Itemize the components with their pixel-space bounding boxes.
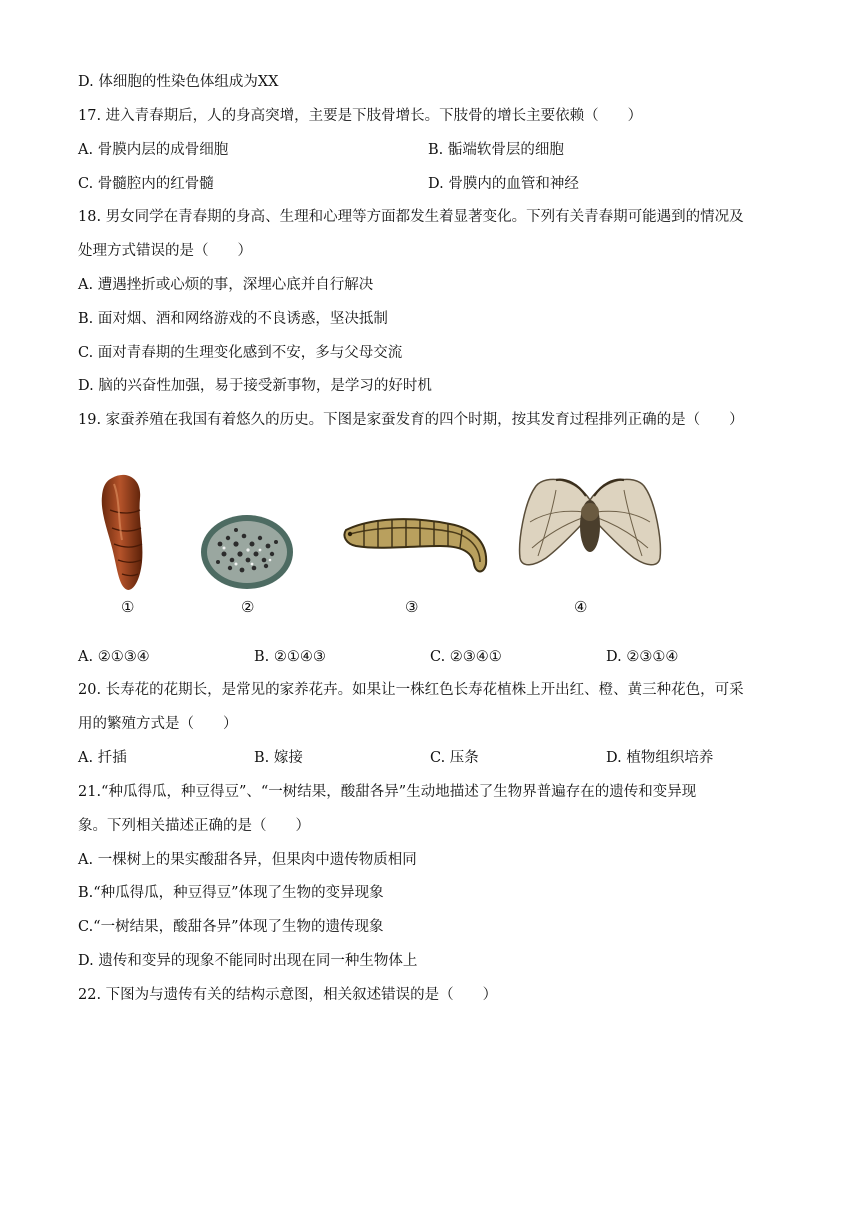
q17-option-a: A. 骨膜内层的成骨细胞 — [78, 142, 229, 158]
q17-option-b: B. 骺端软骨层的细胞 — [428, 142, 564, 158]
q18-stem-line1: 18. 男女同学在青春期的身高、生理和心理等方面都发生着显著变化。下列有关青春期可能遇到的情况及 — [78, 209, 744, 225]
q17-option-d: D. 骨膜内的血管和神经 — [428, 176, 579, 192]
q21-option-d: D. 遗传和变异的现象不能同时出现在同一种生物体上 — [78, 953, 418, 969]
q16-option-d: D. 体细胞的性染色体组成为XX — [78, 74, 279, 90]
figure-label-3: ③ — [405, 598, 419, 616]
q20-option-a: A. 扦插 — [78, 750, 127, 766]
q20-option-c: C. 压条 — [430, 750, 479, 766]
silkworm-pupa-image — [92, 470, 158, 594]
q21-option-a: A. 一棵树上的果实酸甜各异，但果肉中遗传物质相同 — [78, 852, 417, 868]
q17-option-c: C. 骨髓腔内的红骨髓 — [78, 176, 214, 192]
q19-option-a: A. ②①③④ — [78, 649, 150, 665]
silkworm-larva-image — [340, 508, 492, 580]
figure-label-2: ② — [241, 598, 255, 616]
q19-stem: 19. 家蚕养殖在我国有着悠久的历史。下图是家蚕发育的四个时期，按其发育过程排列正确的是（ ） — [78, 412, 744, 428]
figure-label-1: ① — [121, 598, 135, 616]
q19-option-c: C. ②③④① — [430, 649, 502, 665]
q19-option-b: B. ②①④③ — [254, 649, 326, 665]
q20-stem-line1: 20. 长寿花的花期长，是常见的家养花卉。如果让一株红色长寿花植株上开出红、橙、黄三种花色，可采 — [78, 682, 744, 698]
figure-label-4: ④ — [574, 598, 588, 616]
q22-stem: 22. 下图为与遗传有关的结构示意图，相关叙述错误的是（ ） — [78, 987, 498, 1003]
silkworm-moth-image — [516, 472, 664, 584]
q18-stem-line2: 处理方式错误的是（ ） — [78, 243, 252, 259]
q18-option-c: C. 面对青春期的生理变化感到不安，多与父母交流 — [78, 345, 403, 361]
q17-stem: 17. 进入青春期后，人的身高突增，主要是下肢骨增长。下肢骨的增长主要依赖（ ） — [78, 108, 643, 124]
q21-option-b: B.“种瓜得瓜，种豆得豆”体现了生物的变异现象 — [78, 885, 384, 901]
q18-option-a: A. 遭遇挫折或心烦的事，深埋心底并自行解决 — [78, 277, 374, 293]
q21-stem-line2: 象。下列相关描述正确的是（ ） — [78, 818, 310, 834]
silkworm-eggs-image — [200, 514, 294, 590]
q20-option-d: D. 植物组织培养 — [606, 750, 714, 766]
q21-option-c: C.“一树结果，酸甜各异”体现了生物的遗传现象 — [78, 919, 384, 935]
q20-option-b: B. 嫁接 — [254, 750, 303, 766]
q20-stem-line2: 用的繁殖方式是（ ） — [78, 716, 238, 732]
q19-option-d: D. ②③①④ — [606, 649, 679, 665]
q18-option-d: D. 脑的兴奋性加强，易于接受新事物，是学习的好时机 — [78, 378, 432, 394]
q18-option-b: B. 面对烟、酒和网络游戏的不良诱惑，坚决抵制 — [78, 311, 388, 327]
q21-stem-line1: 21.“种瓜得瓜，种豆得豆”、“一树结果，酸甜各异”生动地描述了生物界普遍存在的遗传和变异现 — [78, 784, 697, 800]
